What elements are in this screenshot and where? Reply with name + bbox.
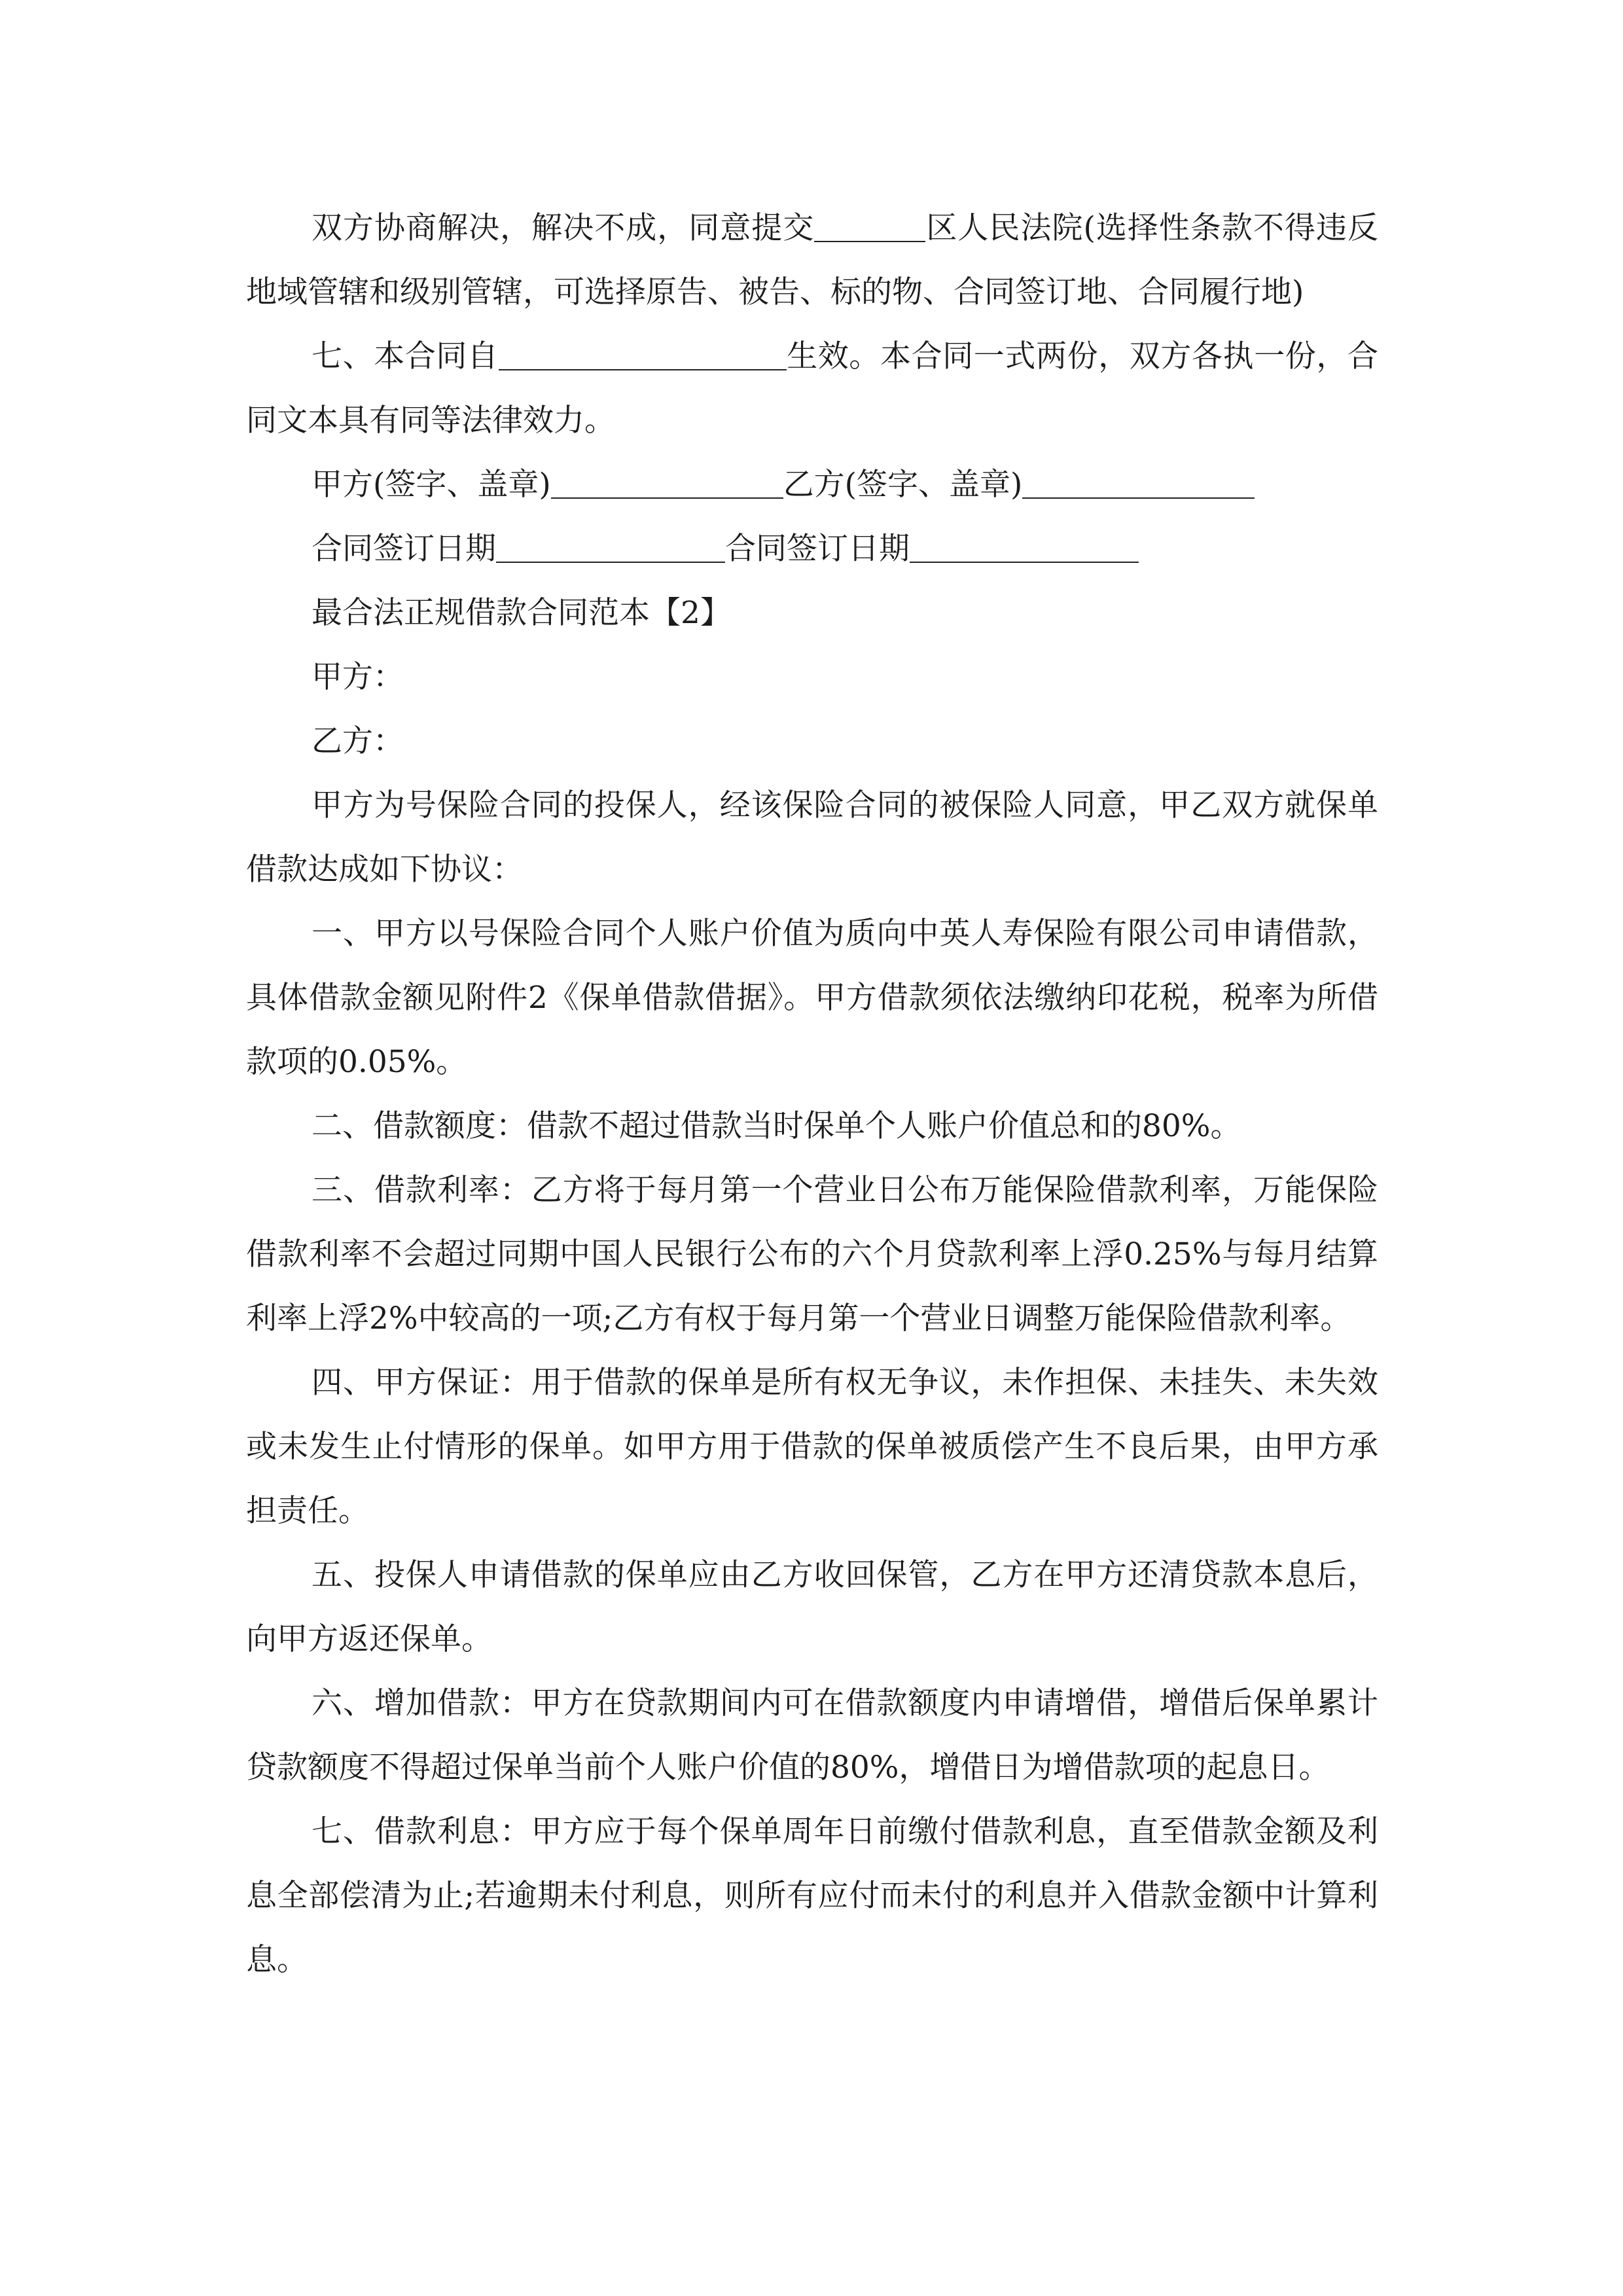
signing-date-line <box>246 517 1378 581</box>
party-b-signature-blank <box>1022 461 1255 499</box>
party-b-line: 乙方： <box>312 723 404 759</box>
party-b-signature-label: 乙方(签字、盖章) <box>783 467 1023 503</box>
clause-2: 二、借款额度：借款不超过借款当时保单个人账户价值总和的80%。 <box>312 1108 1241 1144</box>
party-b-date-label: 合同签订日期 <box>725 531 910 567</box>
effective-clause <box>246 325 1378 453</box>
party-b-date-blank <box>910 525 1139 563</box>
clause-6: 六、增加借款：甲方在贷款期间内可在借款额度内申请增借，增借后保单累计贷款额度不得超过保单当前个人账户价值的80%，增借日为增借款项的起息日。 <box>246 1685 1378 1785</box>
party-a-signature-label: 甲方(签字、盖章) <box>312 467 551 503</box>
party-a-signature-blank <box>551 461 783 499</box>
dispute-clause-text-1: 双方协商解决，解决不成，同意提交 <box>312 210 815 246</box>
section-heading: 最合法正规借款合同范本【2】 <box>312 595 731 631</box>
party-a-date-label: 合同签订日期 <box>312 531 496 567</box>
party-a-line: 甲方： <box>312 659 404 695</box>
signature-line <box>246 453 1378 517</box>
document-page <box>246 196 1378 1992</box>
effective-clause-text-1: 七、本合同自 <box>312 338 499 374</box>
party-a-date-blank <box>496 525 725 563</box>
effective-clause-text-2: 生效。本合同一式两份，双方各执一份，合同文本具有同等法律效力。 <box>246 338 1379 439</box>
dispute-clause <box>246 196 1378 325</box>
clause-5: 五、投保人申请借款的保单应由乙方收回保管，乙方在甲方还清贷款本息后，向甲方返还保单。 <box>246 1557 1378 1657</box>
intro-paragraph: 甲方为号保险合同的投保人，经该保险合同的被保险人同意，甲乙双方就保单借款达成如下协议： <box>246 787 1378 888</box>
effective-date-blank <box>499 332 787 370</box>
clause-7: 七、借款利息：甲方应于每个保单周年日前缴付借款利息，直至借款金额及利息全部偿清为止;若逾期未付利息，则所有应付而未付的利息并入借款金额中计算利息。 <box>246 1814 1378 1978</box>
clause-3: 三、借款利率：乙方将于每月第一个营业日公布万能保险借款利率，万能保险借款利率不会超过同期中国人民银行公布的六个月贷款利率上浮0.25%与每月结算利率上浮2%中较高的一项;乙方有权于每月第一个营业日调整万能保险借款利率。 <box>246 1172 1378 1336</box>
dispute-clause-text-2: 区人民法院(选择性条款不得违反地域管辖和级别管辖，可选择原告、被告、标的物、合同签订地、合同履行地) <box>246 210 1378 310</box>
court-blank <box>814 204 925 242</box>
clause-4: 四、甲方保证：用于借款的保单是所有权无争议，未作担保、未挂失、未失效或未发生止付情形的保单。如甲方用于借款的保单被质偿产生不良后果，由甲方承担责任。 <box>246 1365 1378 1529</box>
clause-1: 一、甲方以号保险合同个人账户价值为质向中英人寿保险有限公司申请借款，具体借款金额见附件2《保单借款借据》。甲方借款须依法缴纳印花税，税率为所借款项的0.05%。 <box>246 916 1378 1080</box>
